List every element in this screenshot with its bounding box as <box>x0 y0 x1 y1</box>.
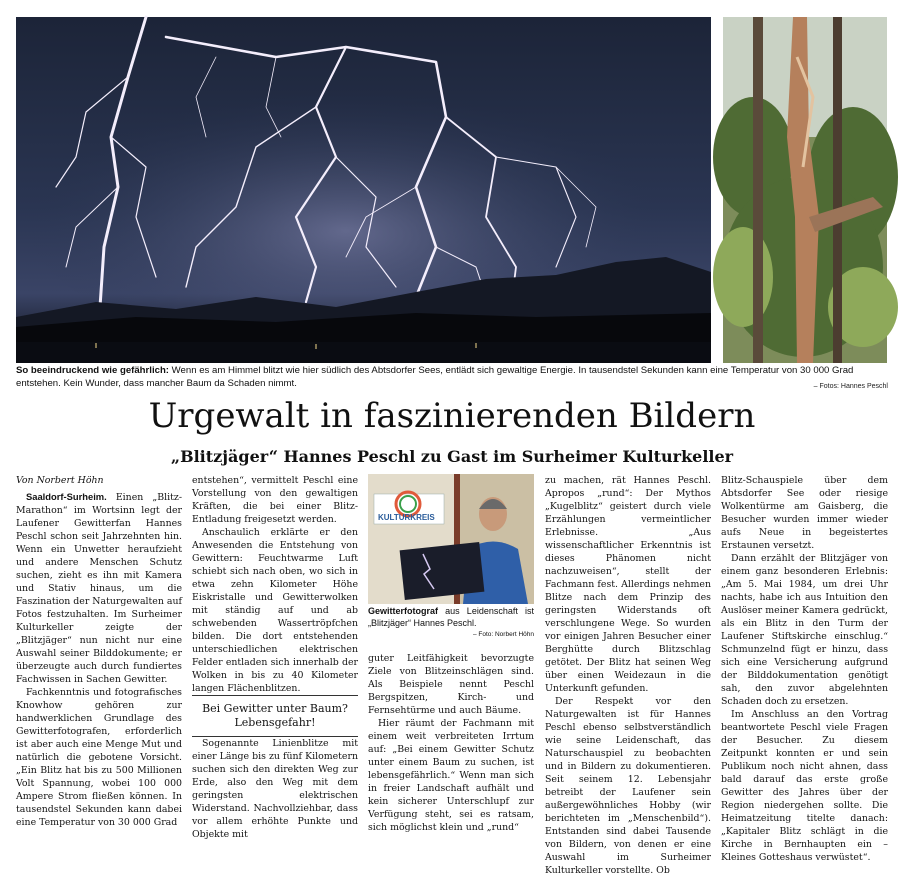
paragraph: Im Anschluss an den Vortrag beantwortete Peschl viele Fragen der Besucher. Zu diesem Zeitpunkt konnten er und sein Publikum noch nicht ahnen, dass bald darauf das erste große Gewitter des Jahres über der Region niedergehen sollte. Die Heimatzeitung titelte danach: „Kapitaler Blitz schlägt in die Kirche in Bernhaupten ein – Kleines Gotteshaus verwüstet“. <box>721 709 888 863</box>
tree-photo <box>723 17 887 363</box>
byline: Von Norbert Höhn <box>16 475 104 486</box>
portrait-caption-text: aus Leidenschaft ist „Blitzjäger“ Hannes Peschl. <box>368 606 534 628</box>
photographer-illustration <box>368 474 534 604</box>
sign-text: KULTURKREIS <box>378 513 435 522</box>
portrait-photo <box>368 474 534 604</box>
portrait-caption <box>368 606 534 641</box>
portrait-caption-lead: Gewitterfotograf <box>368 606 439 616</box>
paragraph: entstehen“, vermittelt Peschl eine Vorstellung von den gewaltigen Kräften, die bei einer Blitz-Entladung freigesetzt werden. <box>192 475 358 525</box>
lightning-illustration <box>16 17 711 363</box>
paragraph: Hier räumt der Fachmann mit einem weit verbreiteten Irrtum auf: „Bei einem Gewitter Schutz unter einem Baum zu suchen, ist lebensgefährlich.“ Wenn man sich in freier Landschaft aufhält und kein sicherer Unterschlupf zur Verfügung steht, sei es ratsam, sich möglichst klein und „rund“ <box>368 718 534 833</box>
lightning-photo <box>16 17 711 363</box>
paragraph: Sogenannte Linienblitze mit einer Länge bis zu fünf Kilometern suchen sich den direkten Weg zur Erde, also den Weg mit dem geringsten elektrischen Widerstand. Nachvollziehbar, dass vor allem erhöhte Punkte und Objekte mit <box>192 738 358 840</box>
paragraph: Der Respekt vor den Naturgewalten ist für Hannes Peschl ebenso selbstverständlich wie seine Leidenschaft, das Naturschauspiel zu beobachten und in Bildern zu dokumentieren. Seit seinem 12. Lebensjahr betreibt der Laufener sein außergewöhnliches Hobby (wir berichteten im „Menschenbild“). Entstanden sind dabei Tausende von Bildern, von denen er eine Auswahl im Surheimer Kulturkeller vorstellte. Ob <box>545 696 711 876</box>
paragraph: guter Leitfähigkeit bevorzugte Ziele von Blitzeinschlägen sind. Als Beispiele nennt Peschl Bergspitzen, Kirch- und Fernsehtürme und auch Bäume. <box>368 653 534 716</box>
intermediate-heading: Bei Gewitter unter Baum? Lebensgefahr! <box>192 695 358 737</box>
paragraph <box>16 490 182 686</box>
dateline: Saaldorf-Surheim. <box>26 491 107 502</box>
article-column-4 <box>545 474 711 876</box>
article-column-5 <box>721 474 888 863</box>
paragraph: Dann erzählt der Blitzjäger von einem ganz besonderen Erlebnis: „Am 5. Mai 1984, um drei Uhr nachts, habe ich aus Intuition den Auslöser meiner Kamera gedrückt, als ein Blitz in den Turm der Laufener Stiftskirche einschlug.“ Schmunzelnd fügt er hinzu, dass sich eine Versicherung aufgrund der Bilddokumentation genötigt sah, den zuvor abgelehnten Schaden doch zu ersetzen. <box>721 553 888 707</box>
article-column-2 <box>192 474 358 854</box>
paragraph: Fachkenntnis und fotografisches Knowhow gehören zur handwerklichen Grundlage des Gewitterfotografen, erforderlich ist aber auch eine Menge Mut und natürlich die gebotene Vorsicht. „Ein Blitz hat bis zu 500 Millionen Volt Spannung, wobei 100 000 Ampere Strom fließen können. In tausendstel Sekunden kann dabei eine Temperatur von 30 000 Grad <box>16 687 182 828</box>
photo-credit: – Fotos: Hannes Peschl <box>813 383 888 390</box>
article-column-3 <box>368 652 534 854</box>
caption-lead: So beeindruckend wie gefährlich: <box>16 365 169 376</box>
damaged-tree-illustration <box>723 17 887 363</box>
caption-text: Wenn es am Himmel blitzt wie hier südlich des Abtsdorfer Sees, entlädt sich gewaltige Energie. In tausendstel Sekunden kann eine Temperatur von 30 000 Grad entstehen. Kein Wunder, dass mancher Baum da Schaden nimmt. <box>16 365 854 389</box>
headline: Urgewalt in faszinierenden Bildern <box>148 396 756 436</box>
article-column-1 <box>16 474 182 854</box>
paragraph: Anschaulich erklärte er den Anwesenden die Entstehung von Gewittern: Feuchtwarme Luft schiebt sich nach oben, wo sich in etwa zehn Kilometer Höhe Eiskristalle und Gewitterwolken mit ständig auf und ab schwebenden Wassertröpfchen bilden. Die dort entstehenden unterschiedlichen elektrischen Felder entladen sich innerhalb der Wolken in bis zu 40 Kilometer langen Flächenblitzen. <box>192 527 358 694</box>
subheadline: „Blitzjäger“ Hannes Peschl zu Gast im Surheimer Kulturkeller <box>170 447 734 466</box>
paragraph: zu machen, rät Hannes Peschl. Apropos „rund“: Der Mythos „Kugelblitz“ geistert durch viele Erzählungen vermeintlicher Erlebnisse. „Aus wissenschaftlicher Erkenntnis ist dieses Phänomen nicht nachzuweisen“, stellt der Fachmann fest. Allerdings nehmen Blitze nach dem Prinzip des geringsten Widerstands oft verschlungene Wege. So wurden vor einigen Jahren Besucher einer Berghütte durch Blitzschlag getötet. Der Blitz hat seinen Weg über einen Weidezaun in die Unterkunft gefunden. <box>545 475 711 694</box>
paragraph-text: Einen „Blitz-Marathon“ im Wortsinn legt der Laufener Gewitterfan Hannes Peschl schon seit Jahrzehnten hin. Wenn ein Unwetter heraufzieht und andere Menschen Schutz suchen, zieht es ihn mit Kamera und Stativ hinaus, um die Faszination der Naturgewalten auf Fotos festzuhalten. Im Surheimer Kulturkeller zeigte der „Blitzjäger“ nun nicht nur eine Auswahl seiner Bilddokumente; er überzeugte auch durch fundiertes Fachwissen in Sachen Gewitter. <box>16 492 182 685</box>
paragraph: Blitz-Schauspiele über dem Abtsdorfer See oder riesige Wolkentürme am Gaisberg, die Besucher wurden immer wieder aufs Neue in begeistertes Erstaunen versetzt. <box>721 475 888 551</box>
portrait-credit: – Foto: Norbert Höhn <box>472 631 534 638</box>
photo-caption <box>16 365 888 390</box>
